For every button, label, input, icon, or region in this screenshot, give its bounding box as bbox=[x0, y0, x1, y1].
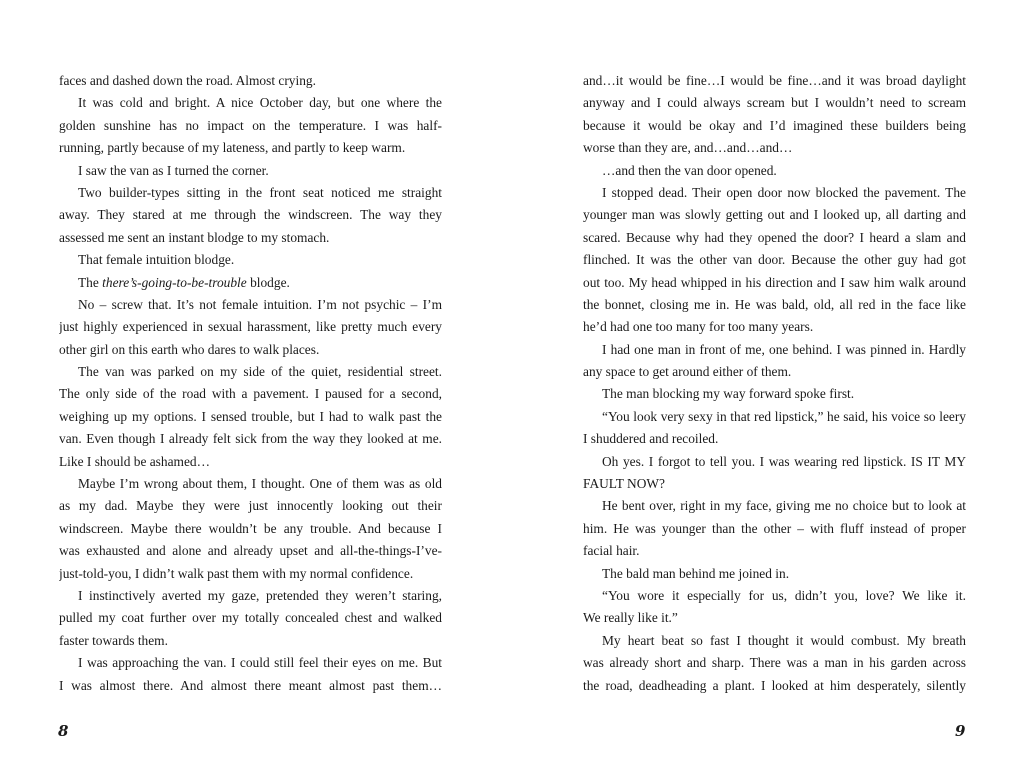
text-line: I was almost there. And almost there meant almost past them… bbox=[59, 677, 442, 693]
text-line: Two builder-types sitting in the front seat noticed me straight bbox=[78, 184, 442, 200]
text-line: That female intuition blodge. bbox=[78, 252, 235, 268]
text-line: other girl on this earth who dares to walk places. bbox=[59, 341, 320, 357]
text-line: Like I should be ashamed… bbox=[59, 453, 210, 469]
text-line: I had one man in front of me, one behind. I was pinned in. Hardly bbox=[602, 341, 966, 357]
text-line: I was approaching the van. I could still feel their eyes on me. But bbox=[78, 655, 442, 671]
text-line: The only side of the road with a pavement. I paused for a second, bbox=[59, 386, 442, 402]
right-page-text bbox=[583, 70, 966, 697]
text-line: weighing up my options. I sensed trouble, but I had to walk past the bbox=[59, 408, 442, 424]
italic-phrase: there’s-going-to-be-trouble bbox=[102, 274, 247, 290]
text-line: golden sunshine has no impact on the temperature. I was half- bbox=[59, 117, 442, 133]
text-line: “You wore it especially for us, didn’t you, love? We like it. bbox=[602, 587, 966, 603]
text-line: faster towards them. bbox=[59, 632, 168, 648]
text-line: It was cold and bright. A nice October day, but one where the bbox=[78, 95, 442, 111]
text-line: No – screw that. It’s not female intuition. I’m not psychic – I’m bbox=[78, 296, 442, 312]
text-segment: The bbox=[78, 274, 103, 290]
text-line bbox=[59, 272, 442, 294]
text-line: worse than they are, and…and…and… bbox=[583, 140, 793, 156]
text-line: The bald man behind me joined in. bbox=[602, 565, 790, 581]
text-line: just highly experienced in sexual harassment, like pretty much every bbox=[59, 319, 442, 335]
text-line: him. He was younger than the other – with fluff instead of proper bbox=[583, 520, 966, 536]
text-line: away. They stared at me through the windscreen. The way they bbox=[59, 207, 442, 223]
text-line: van. Even though I already felt sick from the way they looked at me. bbox=[59, 431, 442, 447]
text-line: Oh yes. I forgot to tell you. I was wearing red lipstick. IS IT MY bbox=[602, 453, 966, 469]
text-line: scared. Because why had they opened the door? I heard a slam and bbox=[583, 229, 966, 245]
text-line: was already short and sharp. There was a man in his garden across bbox=[583, 655, 966, 671]
text-segment: blodge. bbox=[246, 274, 290, 290]
text-line: as my dad. Maybe they were just innocently looking out their bbox=[59, 498, 442, 514]
text-line: My heart beat so fast I thought it would combust. My breath bbox=[602, 632, 966, 648]
text-line: any space to get around either of them. bbox=[583, 364, 792, 380]
text-line: assessed me sent an instant blodge to my stomach. bbox=[59, 229, 330, 245]
text-line: the road, deadheading a plant. I looked at him desperately, silently bbox=[583, 677, 966, 693]
text-line: Maybe I’m wrong about them, I thought. One of them was as old bbox=[78, 476, 442, 492]
text-line: anyway and I could always scream but I wouldn’t need to scream bbox=[583, 95, 966, 111]
text-line: windscreen. Maybe there wouldn’t be any trouble. And because I bbox=[59, 520, 442, 536]
text-line: The man blocking my way forward spoke first. bbox=[602, 386, 855, 402]
text-line: just-told-you, I didn’t walk past them with my normal confidence. bbox=[59, 565, 414, 581]
text-line: FAULT NOW? bbox=[583, 476, 665, 492]
text-line: faces and dashed down the road. Almost crying. bbox=[59, 73, 316, 88]
text-line: We really like it.” bbox=[583, 610, 678, 626]
text-line: younger man was slowly getting out and I looked up, all darting and bbox=[583, 207, 966, 223]
text-line: out too. My head whipped in his direction and I saw him walk around bbox=[583, 274, 966, 290]
text-line: I instinctively averted my gaze, pretended they weren’t staring, bbox=[78, 587, 442, 603]
text-line: “You look very sexy in that red lipstick,” he said, his voice so leery bbox=[602, 408, 966, 424]
text-line: He bent over, right in my face, giving me no choice but to look at bbox=[602, 498, 966, 514]
text-line: facial hair. bbox=[583, 543, 640, 559]
text-line: because it would be okay and I’d imagined these builders being bbox=[583, 117, 966, 133]
text-line: The van was parked on my side of the quiet, residential street. bbox=[78, 364, 442, 380]
text-line: pulled my coat further over my totally concealed chest and walked bbox=[59, 610, 442, 626]
text-line: the bonnet, closing me in. He was bald, old, all red in the face like bbox=[583, 296, 966, 312]
right-page-number: 9 bbox=[955, 722, 966, 740]
text-line: he’d had one too many for too many years. bbox=[583, 319, 814, 335]
text-line: I shuddered and recoiled. bbox=[583, 431, 719, 447]
left-page-text bbox=[59, 70, 442, 697]
text-line: flinched. It was the other van door. Because the other guy had got bbox=[583, 252, 966, 268]
text-line: I saw the van as I turned the corner. bbox=[78, 162, 269, 178]
text-line: …and then the van door opened. bbox=[602, 162, 777, 178]
text-line: running, partly because of my lateness, and partly to keep warm. bbox=[59, 140, 406, 156]
text-line: was exhausted and alone and already upset and all-the-things-I’ve- bbox=[59, 543, 442, 559]
text-line: and…it would be fine…I would be fine…and it was broad daylight bbox=[583, 73, 966, 88]
text-line: I stopped dead. Their open door now blocked the pavement. The bbox=[602, 184, 966, 200]
left-page-number: 8 bbox=[58, 722, 69, 740]
